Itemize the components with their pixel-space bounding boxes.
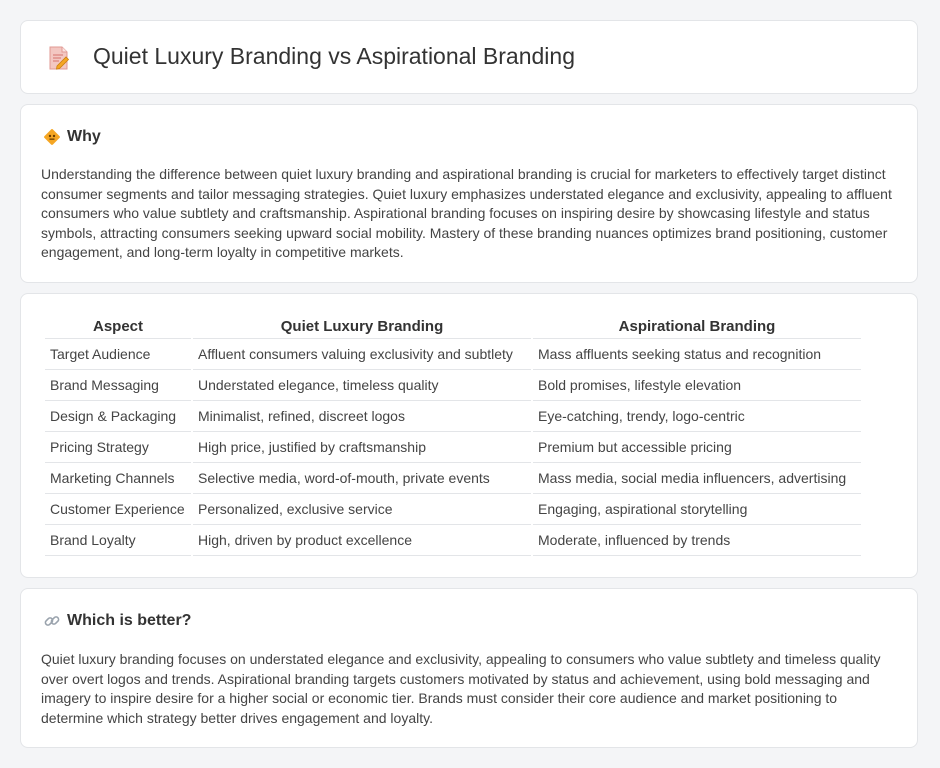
table-cell: Moderate, influenced by trends <box>533 525 861 556</box>
table-cell: Minimalist, refined, discreet logos <box>193 401 531 432</box>
table-cell: High price, justified by craftsmanship <box>193 432 531 463</box>
table-cell: Eye-catching, trendy, logo-centric <box>533 401 861 432</box>
table-cell: Personalized, exclusive service <box>193 494 531 525</box>
table-header-row <box>45 316 861 339</box>
table-cell: Customer Experience <box>45 494 191 525</box>
which-is-better-section <box>20 588 918 748</box>
document-edit-icon <box>47 45 71 71</box>
column-header-aspect: Aspect <box>45 316 191 339</box>
page-title: Quiet Luxury Branding vs Aspirational Branding <box>93 43 576 69</box>
why-text: Understanding the difference between quiet luxury branding and aspirational branding is crucial for marketers to effectively target distinct consumer segments and tailor messaging strategies. Quiet luxury emphasizes understated elegance and exclusivity, appealing to affluent consumers who value subtlety and craftsmanship. Aspirational branding focuses on inspiring desire by showcasing lifestyle and status symbols, attracting consumers seeking upward social mobility. Mastery of these branding nuances optimizes brand positioning, customer engagement, and long-term loyalty in competitive markets. <box>41 166 892 260</box>
link-icon <box>43 612 61 630</box>
table-cell: Brand Messaging <box>45 370 191 401</box>
table-row <box>45 339 861 370</box>
table-cell: Design & Packaging <box>45 401 191 432</box>
table-cell: Marketing Channels <box>45 463 191 494</box>
table-cell: Affluent consumers valuing exclusivity and subtlety <box>193 339 531 370</box>
table-row <box>45 370 861 401</box>
table-cell: Mass affluents seeking status and recognition <box>533 339 861 370</box>
column-header-quiet-luxury: Quiet Luxury Branding <box>193 316 531 339</box>
table-cell: Target Audience <box>45 339 191 370</box>
why-heading: Why <box>67 128 101 145</box>
table-cell: Pricing Strategy <box>45 432 191 463</box>
table-cell: Premium but accessible pricing <box>533 432 861 463</box>
column-header-aspirational: Aspirational Branding <box>533 316 861 339</box>
comparison-table <box>43 316 863 556</box>
diamond-sign-icon <box>43 128 61 146</box>
table-cell: Mass media, social media influencers, advertising <box>533 463 861 494</box>
table-cell: Selective media, word-of-mouth, private events <box>193 463 531 494</box>
why-section <box>20 104 918 283</box>
better-heading: Which is better? <box>67 612 192 629</box>
table-cell: Understated elegance, timeless quality <box>193 370 531 401</box>
table-cell: High, driven by product excellence <box>193 525 531 556</box>
table-cell: Engaging, aspirational storytelling <box>533 494 861 525</box>
table-row <box>45 432 861 463</box>
table-row <box>45 401 861 432</box>
table-row <box>45 494 861 525</box>
better-text: Quiet luxury branding focuses on understated elegance and exclusivity, appealing to consumers who value subtlety and timeless quality over overt logos and trends. Aspirational branding targets customers motivated by status and achievement, using bold messaging and imagery to inspire desire for a higher social or economic tier. Brands must consider their core audience and market positioning to determine which strategy better drives engagement and loyalty. <box>41 651 881 726</box>
table-row <box>45 525 861 556</box>
table-row <box>45 463 861 494</box>
table-cell: Brand Loyalty <box>45 525 191 556</box>
table-cell: Bold promises, lifestyle elevation <box>533 370 861 401</box>
title-card <box>20 20 918 94</box>
comparison-section <box>20 293 918 578</box>
